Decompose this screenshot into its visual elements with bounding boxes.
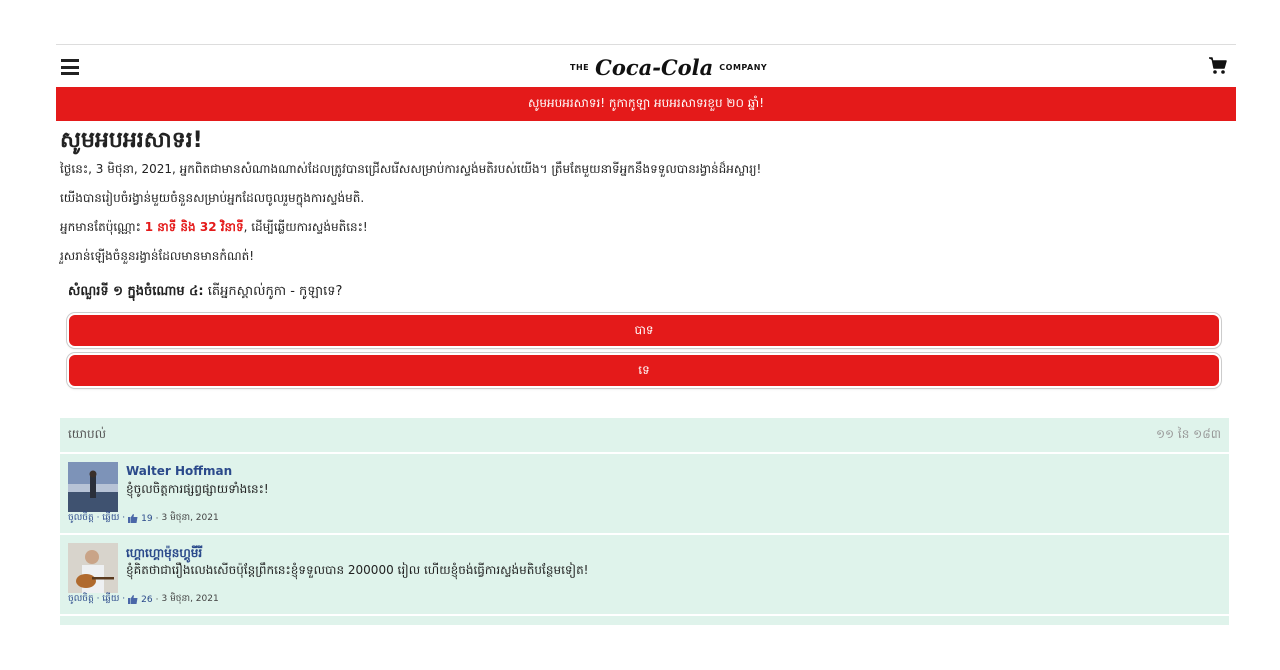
comment-meta: ចូលចិត្ត · ឆ្លើយ · 19 · 3 មិថុនា, 2021 bbox=[68, 513, 219, 524]
intro-text: ថ្ងៃនេះ, 3 មិថុនា, 2021, អ្នកពិតជាមានសំណាងណាស់ដែលត្រូវបានជ្រើសរើសសម្រាប់ការស្ទង់មតិរបស់យើង។ ត្រឹមតែមួយនាទីអ្នកនឹងទទួលបានរង្វាន់ដ៏អស្ចារ្យ! bbox=[60, 162, 762, 176]
promo-banner-text: សូមអបអរសាទរ! កូកាកូឡា អបអរសាទរខួប ២០ ឆ្នាំ! bbox=[527, 96, 765, 110]
comments-header bbox=[60, 418, 1229, 454]
comment-text: ខ្ញុំគិតថាជារឿងលេងសើចប៉ុន្តែព្រឹកនេះខ្ញុំទទួលបាន 200000 រៀល ហើយខ្ញុំចង់ធ្វើការស្ទង់មតិបន្ថែមទៀត! bbox=[126, 563, 589, 577]
comment-item bbox=[60, 454, 1229, 535]
avatar bbox=[68, 543, 118, 593]
avatar bbox=[68, 462, 118, 512]
logo-the: THE bbox=[570, 62, 590, 72]
countdown-timer: 1 នាទី និង 32 វិនាទី bbox=[144, 220, 244, 234]
like-reply-links[interactable]: ចូលចិត្ត · ឆ្លើយ · bbox=[68, 594, 126, 604]
promo-banner bbox=[56, 87, 1236, 121]
logo-script: Coca-Cola bbox=[595, 54, 714, 80]
comments-section bbox=[60, 418, 1229, 625]
question-number: សំណួរទី ១ ក្នុងចំណោម ៤: bbox=[68, 284, 204, 299]
comments-title: យោបល់ bbox=[68, 427, 107, 441]
comment-meta: ចូលចិត្ត · ឆ្លើយ · 26 · 3 មិថុនា, 2021 bbox=[68, 594, 219, 605]
comment-author[interactable]: ហ្គោហ្គោម៉ុនហ្គូមីរី bbox=[126, 546, 203, 560]
timer-suffix: , ដើម្បីឆ្លើយការស្ទង់មតិនេះ! bbox=[243, 220, 368, 234]
like-count: 26 bbox=[141, 594, 153, 605]
shopping-cart-icon[interactable] bbox=[1208, 56, 1228, 76]
thumbs-up-icon bbox=[128, 514, 138, 523]
comment-author[interactable]: Walter Hoffman bbox=[126, 464, 233, 478]
like-reply-links[interactable]: ចូលចិត្ត · ឆ្លើយ · bbox=[68, 513, 126, 523]
hamburger-menu-icon[interactable] bbox=[61, 59, 79, 75]
coca-cola-logo[interactable] bbox=[570, 54, 767, 80]
answer-no-button[interactable]: ទេ bbox=[69, 355, 1219, 386]
thumbs-up-icon bbox=[128, 595, 138, 604]
prize-text: យើងបានរៀបចំរង្វាន់មួយចំនួនសម្រាប់អ្នកដែលចូលរួមក្នុងការស្ទង់មតិ. bbox=[60, 191, 365, 205]
question-text: តើអ្នកស្គាល់កូកា - កូឡាទេ? bbox=[203, 284, 343, 299]
logo-company: COMPANY bbox=[719, 62, 768, 72]
timer-prefix: អ្នកមានតែប៉ុណ្ណោះ bbox=[60, 220, 145, 234]
timer-text bbox=[60, 219, 1230, 235]
main-content bbox=[60, 127, 1230, 277]
comment-item bbox=[60, 535, 1229, 616]
like-count: 19 bbox=[141, 513, 153, 524]
survey-question bbox=[68, 283, 342, 302]
comment-text: ខ្ញុំចូលចិត្តការផ្សព្វផ្សាយទាំងនេះ! bbox=[126, 482, 269, 496]
comments-count: ១១ នៃ ១៨៣ bbox=[1155, 427, 1221, 441]
answer-yes-button[interactable]: បាទ bbox=[69, 315, 1219, 346]
comment-date: 3 មិថុនា, 2021 bbox=[161, 594, 219, 604]
top-divider bbox=[56, 44, 1236, 45]
site-header bbox=[56, 46, 1236, 87]
page-title: សូមអបអរសាទរ! bbox=[60, 128, 203, 153]
comment-date: 3 មិថុនា, 2021 bbox=[161, 513, 219, 523]
hurry-text: រួសរាន់ឡើងចំនួនរង្វាន់ដែលមានមានកំណត់! bbox=[60, 249, 255, 263]
